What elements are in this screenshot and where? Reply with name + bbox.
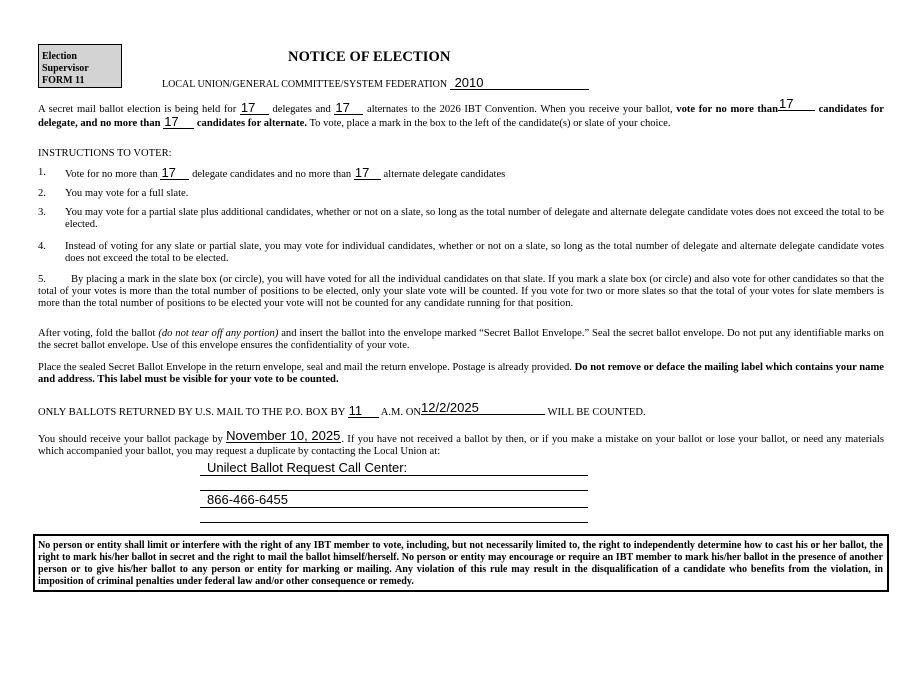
- instructions-heading: INSTRUCTIONS TO VOTER:: [38, 148, 172, 159]
- after-voting-paragraph: [38, 328, 884, 352]
- instruction-5-text: By placing a mark in the slate box (or circle), you will have voted for all the individual candidates on that slate. If you mark a slate box (or circle) and also vote for other candidates so that the total of your votes is more than the total number of positions to be elected, only your slate vote will be counted. If you vote for two or more slates so that the total of your votes for slate members is more than the total number of positions to be elected your vote will not be counted for any candidate running for that position.: [38, 274, 884, 309]
- instruction-4: [38, 241, 884, 265]
- local-union-value: 2010: [450, 76, 589, 90]
- instruction-4-text: Instead of voting for any slate or partial slate, you may vote for individual candidates, whether or not on a slate, so long as the total number of delegate and alternate delegate candidate votes does not exceed the total to be elected.: [65, 241, 884, 264]
- local-union-label: LOCAL UNION/GENERAL COMMITTEE/SYSTEM FEDERATION: [162, 79, 448, 90]
- place-bold-text: Do not remove or deface the mailing label which contains your name and address. This label must be visible for your vote to be counted.: [38, 362, 885, 385]
- instruction-3-number: 3.: [38, 207, 46, 218]
- instruction-5: [38, 274, 884, 310]
- instruction-1-text-c: alternate delegate candidates: [383, 169, 506, 180]
- voter-rights-warning-box: No person or entity shall limit or interfere with the right of any IBT member to vote, including, but not necessarily limited to, the right to independently determine how to cast his or her ballot, the right to mark his/her ballot in secret and the right to mail the ballot himself/herself. No person or entity may encourage or require an IBT member to mark his/her ballot in the presence of another person or to give his/her ballot to any person or entity for marking or mailing. Any violation of this rule may result in the disqualification of a candidate who benefits from the violation, in imposition of criminal penalties under federal law and/or other consequence or remedy.: [33, 534, 889, 592]
- instruction-1-text-b: delegate candidates and no more than: [192, 169, 352, 180]
- instruction-2-number: 2.: [38, 188, 46, 199]
- return-deadline-text-a: ONLY BALLOTS RETURNED BY U.S. MAIL TO THE P.O. BOX BY: [38, 407, 345, 418]
- intro-text-2: delegates and: [272, 104, 331, 115]
- receive-text-a: You should receive your ballot package by: [38, 434, 223, 445]
- intro-bold-1: vote for no more than: [676, 104, 778, 115]
- form-box-line-2: Supervisor: [42, 63, 89, 74]
- intro-text-4: To vote, place a mark in the box to the left of the candidate(s) or slate of your choice.: [309, 118, 671, 129]
- after-voting-text-b: and insert the ballot into the envelope marked “Secret Ballot Envelope.” Seal the secret ballot envelope. Do not put any identifiable marks on the secret ballot envelope. Use of this envelope ensures the confidentiality of your vote.: [38, 328, 884, 351]
- intro-paragraph: [38, 96, 885, 130]
- instruction-1-text-a: Vote for no more than: [65, 169, 158, 180]
- contact-line-1: Unilect Ballot Request Call Center:: [200, 461, 588, 476]
- receive-by-date: November 10, 2025: [226, 428, 341, 443]
- max-delegate-count: 17: [778, 98, 815, 111]
- delegates-count: 17: [240, 102, 269, 115]
- place-envelope-paragraph: [38, 362, 884, 386]
- instruction-1-number: 1.: [38, 167, 46, 178]
- place-text: Place the sealed Secret Ballot Envelope in the return envelope, seal and mail the return envelope. Postage is already provided.: [38, 362, 572, 373]
- form-id-box: [38, 44, 122, 88]
- contact-line-4: [200, 509, 588, 523]
- form-box-line-3: FORM 11: [42, 75, 85, 86]
- return-deadline-text-c: WILL BE COUNTED.: [547, 407, 646, 418]
- instruction-3: [38, 207, 884, 231]
- alternates-count: 17: [334, 102, 363, 115]
- page-title: NOTICE OF ELECTION: [288, 49, 451, 65]
- instruction-1-alternate-count: 17: [354, 167, 381, 180]
- instruction-5-number: 5.: [38, 274, 46, 285]
- instruction-4-number: 4.: [38, 241, 46, 252]
- after-voting-italic: (do not tear off any portion): [158, 328, 279, 339]
- return-deadline-date: 12/2/2025: [421, 402, 545, 415]
- max-alternate-count: 17: [163, 116, 194, 129]
- instruction-3-text: You may vote for a partial slate plus additional candidates, whether or not on a slate, so long as the total number of delegate and alternate delegate candidate votes does not exceed the total to be elected.: [65, 207, 884, 230]
- after-voting-text-a: After voting, fold the ballot: [38, 328, 156, 339]
- receive-text-b: If you have not received a ballot by then, or if you make a mistake on your ballot or lose your ballot, or need any materials which accompanied your ballot, you may request a duplicate by contacting the Local Union at:: [38, 434, 884, 457]
- receive-ballot-paragraph: You should receive your ballot package by November 10, 2025. If you have not received a ballot by then, or if you make a mistake on your ballot or lose your ballot, or need any materials which accompanied your ballot, you may request a duplicate by contacting the Local Union at:: [38, 428, 884, 457]
- return-deadline-line: [38, 400, 884, 419]
- return-deadline-time: 11: [348, 405, 379, 418]
- instruction-2-text: You may vote for a full slate.: [65, 188, 189, 199]
- instruction-2: [38, 188, 884, 200]
- instruction-1: [38, 167, 884, 181]
- return-deadline-text-b: A.M. ON: [380, 407, 422, 418]
- intro-text-1: A secret mail ballot election is being held for: [38, 104, 237, 115]
- contact-line-2: [200, 477, 588, 491]
- contact-line-3: 866-466-6455: [200, 493, 588, 508]
- instruction-1-delegate-count: 17: [160, 167, 189, 180]
- intro-bold-2: candidates for delegate, and no more than: [38, 104, 885, 129]
- local-union-line: [162, 76, 589, 90]
- intro-text-3: alternates to the 2026 IBT Convention. When you receive your ballot,: [367, 104, 673, 115]
- form-box-line-1: Election: [42, 51, 77, 62]
- intro-bold-3: candidates for alternate.: [196, 118, 307, 129]
